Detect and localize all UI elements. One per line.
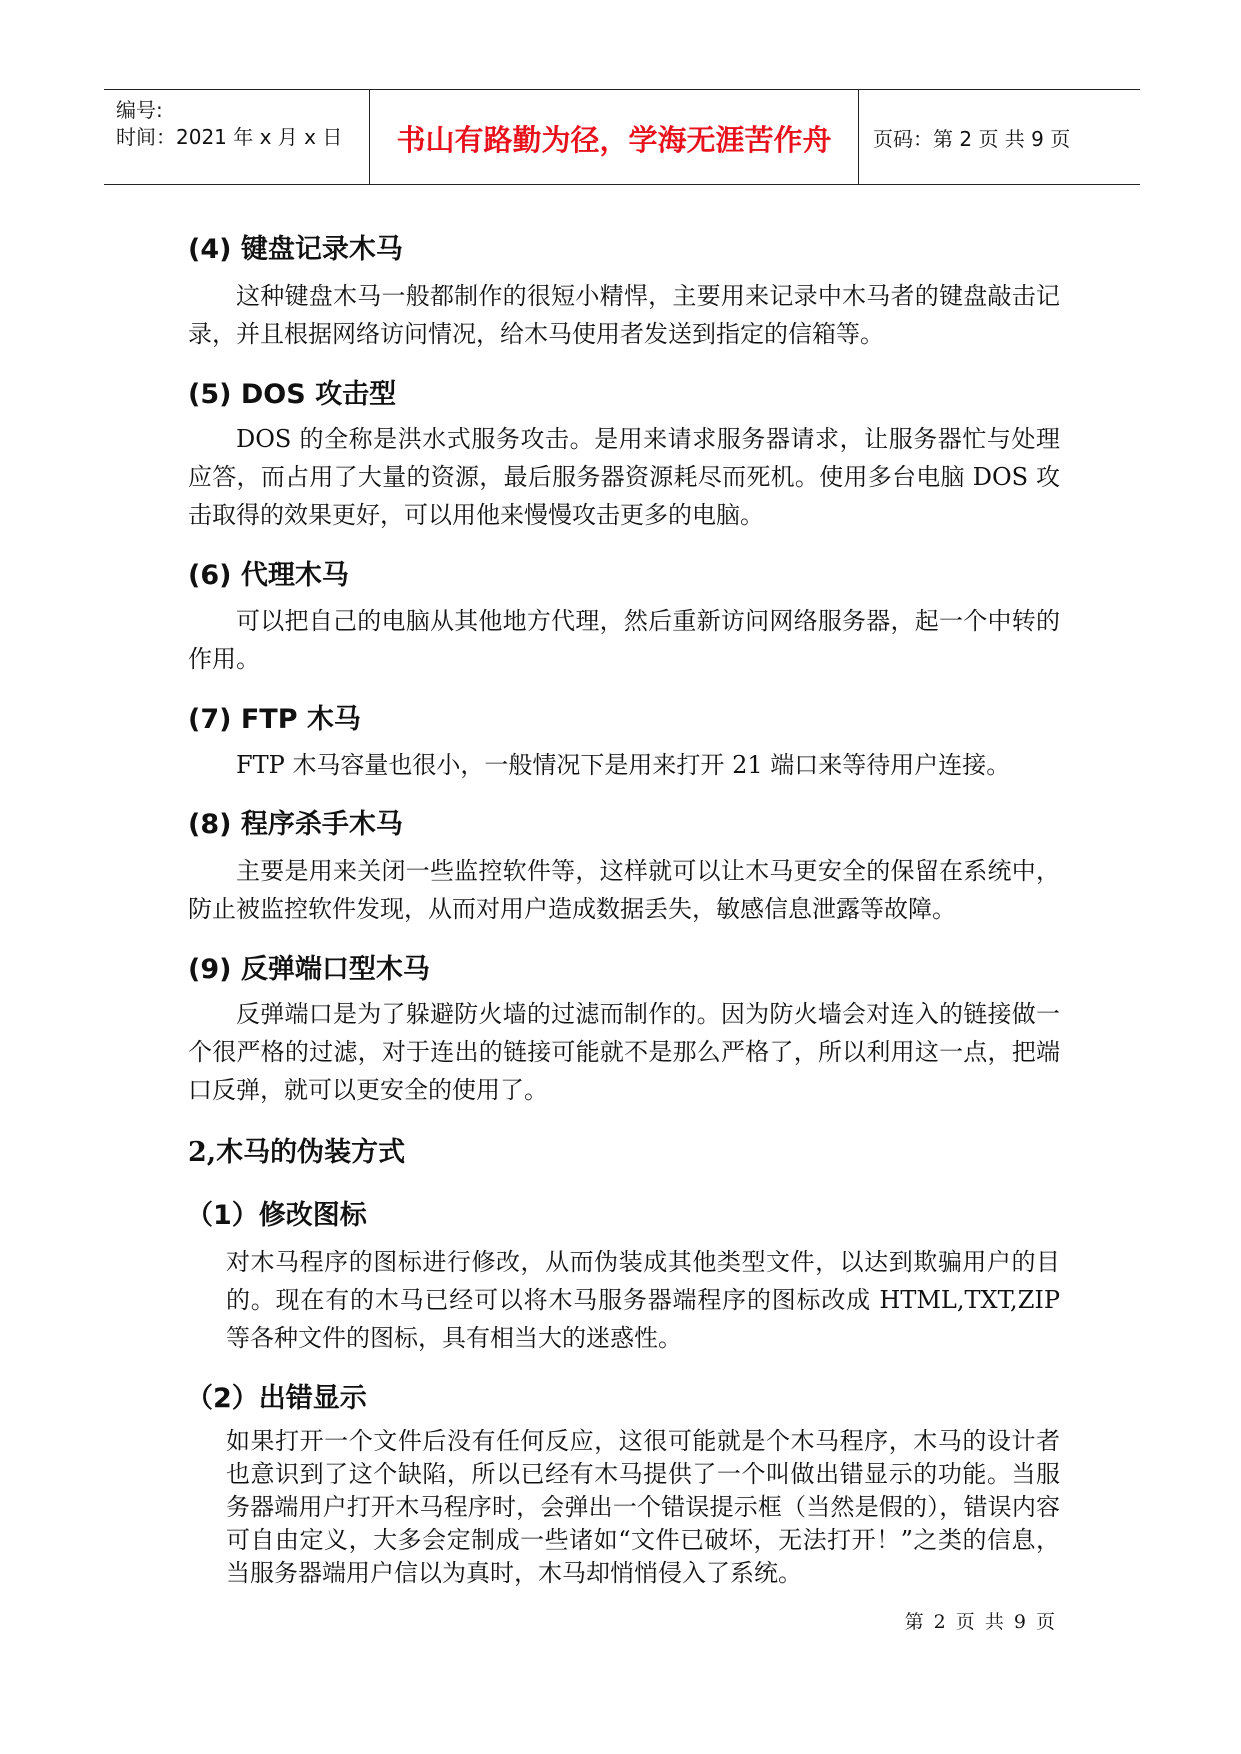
header-page-number: 页码：第 2 页 共 9 页 — [873, 127, 1071, 151]
document-time-label: 时间：2021 年 x 月 x 日 — [116, 125, 343, 149]
section-heading: (4) 键盘记录木马 — [188, 234, 403, 265]
subsection-heading: （1）修改图标 — [186, 1200, 367, 1231]
section-paragraph: 这种键盘木马一般都制作的很短小精悍，主要用来记录中木马者的键盘敲击记录，并且根据网络访问情况，给木马使用者发送到指定的信箱等。 — [188, 282, 1060, 348]
subsection-paragraph: 如果打开一个文件后没有任何反应，这很可能就是个木马程序，木马的设计者也意识到了这个缺陷，所以已经有木马提供了一个叫做出错显示的功能。当服务器端用户打开木马程序时，会弹出一个错误提示框（当然是假的），错误内容可自由定义，大多会定制成一些诸如“文件已破坏，无法打开！”之类的信息，当服务器端用户信以为真时，木马却悄悄侵入了系统。 — [226, 1427, 1060, 1587]
page-header — [104, 89, 1140, 185]
header-right-cell — [859, 90, 1140, 184]
header-motto-cell — [369, 90, 859, 184]
section-heading: (6) 代理木马 — [188, 560, 349, 591]
section-heading: (7) FTP 木马 — [188, 704, 361, 735]
page-footer: 第 2 页 共 9 页 — [904, 1611, 1057, 1633]
document-number-label: 编号: — [116, 98, 163, 122]
section-paragraph: FTP 木马容量也很小，一般情况下是用来打开 21 端口来等待用户连接。 — [236, 751, 1011, 779]
header-motto: 书山有路勤为径，学海无涯苦作舟 — [396, 123, 832, 157]
main-heading: 2,木马的伪装方式 — [188, 1137, 406, 1168]
section-heading: (5) DOS 攻击型 — [188, 379, 397, 410]
section-paragraph: DOS 的全称是洪水式服务攻击。是用来请求服务器请求，让服务器忙与处理应答，而占用了大量的资源，最后服务器资源耗尽而死机。使用多台电脑 DOS 攻击取得的效果更好，可以用他来慢慢攻击更多的电脑。 — [188, 425, 1060, 529]
header-left-cell — [104, 90, 369, 184]
section-paragraph: 反弹端口是为了躲避防火墙的过滤而制作的。因为防火墙会对连入的链接做一个很严格的过滤，对于连出的链接可能就不是那么严格了，所以利用这一点，把端口反弹，就可以更安全的使用了。 — [188, 1000, 1060, 1104]
section-heading: (9) 反弹端口型木马 — [188, 954, 430, 985]
section-paragraph: 主要是用来关闭一些监控软件等，这样就可以让木马更安全的保留在系统中，防止被监控软件发现，从而对用户造成数据丢失，敏感信息泄露等故障。 — [188, 857, 1060, 923]
section-paragraph: 可以把自己的电脑从其他地方代理，然后重新访问网络服务器，起一个中转的作用。 — [188, 607, 1060, 673]
subsection-paragraph: 对木马程序的图标进行修改，从而伪装成其他类型文件，以达到欺骗用户的目的。现在有的木马已经可以将木马服务器端程序的图标改成 HTML,TXT,ZIP 等各种文件的图标，具有相当大的迷惑性。 — [226, 1248, 1060, 1352]
subsection-heading: （2）出错显示 — [186, 1383, 367, 1414]
section-heading: (8) 程序杀手木马 — [188, 809, 403, 840]
